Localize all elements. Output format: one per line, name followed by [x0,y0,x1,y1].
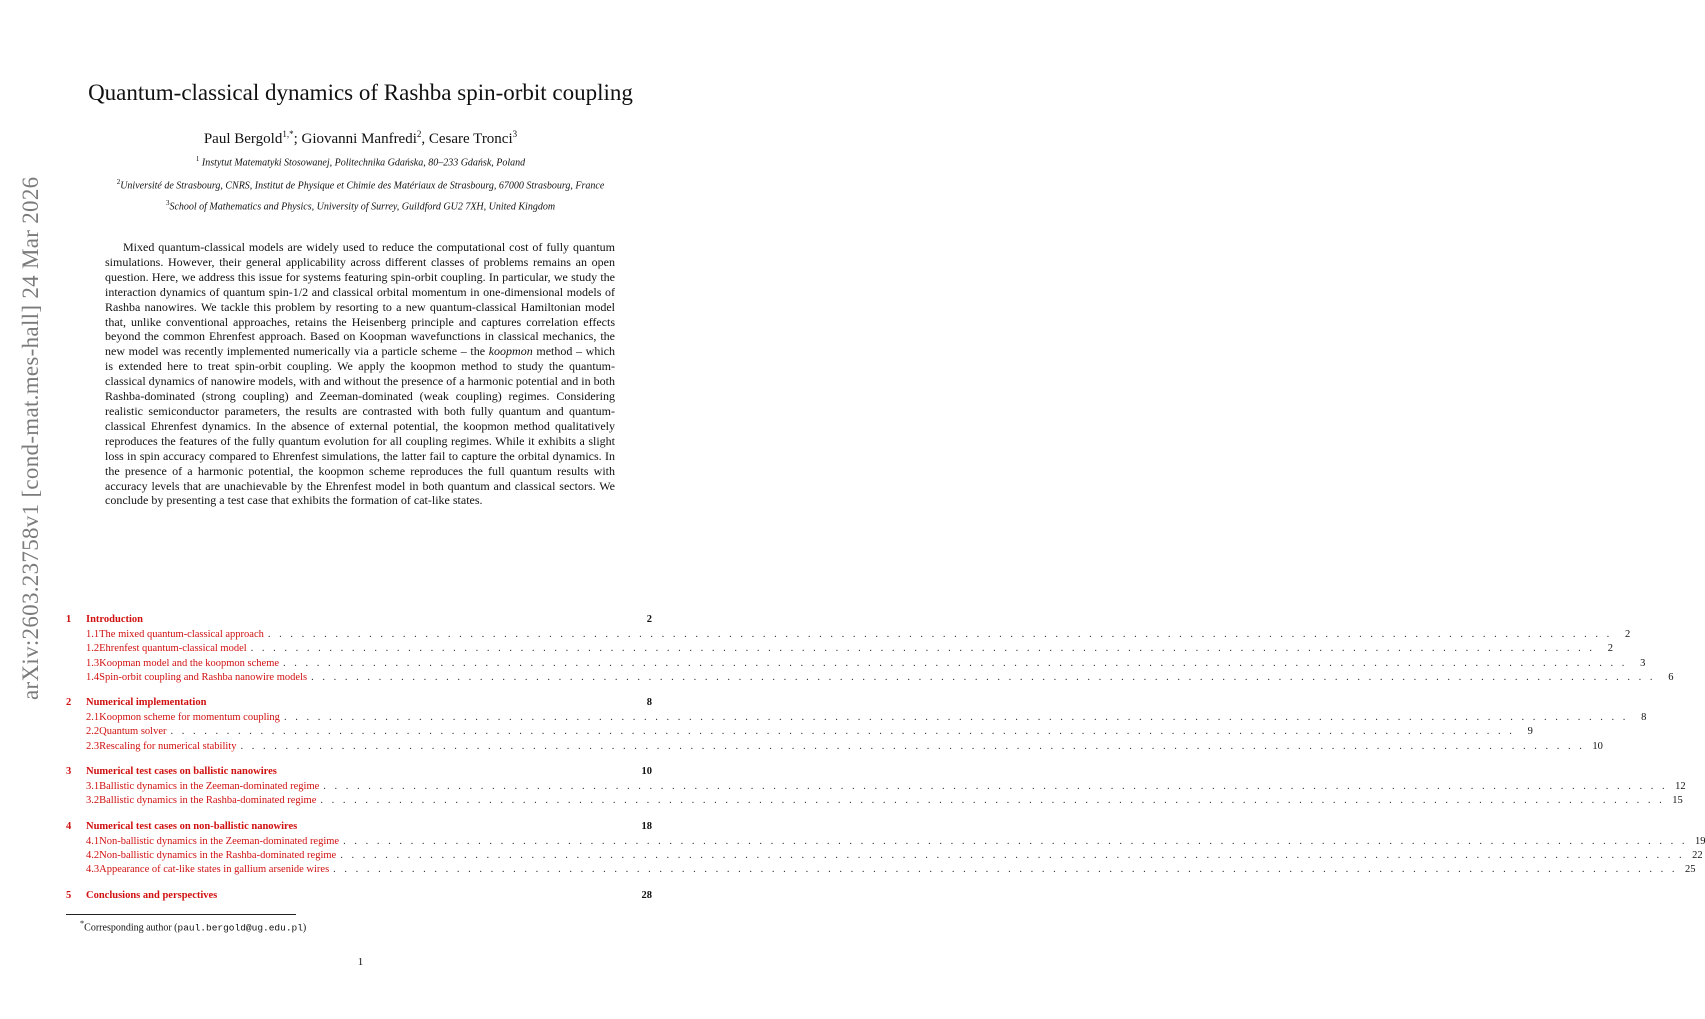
author-superscript: 1,* [282,129,294,139]
author-separator: ; [293,131,302,147]
toc-section-number: 1 [66,614,72,625]
abstract-text: method – which is extended here to treat spin-orbit coupling. We apply the koopmon method to study the quantum-classical dynamics of nanowire models, with and without the presence of a harmonic potential and in both Rashba-dominated (strong coupling) and Zeeman-dominated (weak coupling) regimes. Considering realistic semiconductor parameters, the results are contrasted with both fully quantum and quantum-classical Ehrenfest dynamics. In the absence of external potential, the koopmon method qualitatively reproduces the features of the fully quantum evolution for all coupling regimes. While it exhibits a slight loss in spin accuracy compared to Ehrenfest simulations, the latter fail to capture the orbital dynamics. In the presence of a harmonic potential, the koopmon scheme reproduces the full quantum results with accuracy levels that are unachievable by the Ehrenfest model in both quantum and classical sectors. We conclude by presenting a test case that exhibits the formation of cat-like states. [105,344,616,508]
toc-section-number: 2 [66,697,72,709]
footnote-rule [66,914,296,915]
toc-page-number: 15 [1672,795,1683,807]
affiliation-text: Instytut Matematyki Stosowanej, Politechnika Gdańska, 80–233 Gdańsk, Poland [201,157,526,169]
toc-page-number: 6 [1668,671,1674,683]
toc-leader-dots: . . . . . . . . . . . . . . . . . . . . . . . . . . . . . . . . . . . . . . . . . . . . . . . . . . . . . . . . . . . . . . . . . . . . . . . . . . . . . . . . . . . . . . . . . . . . . . . . . . . . . . . . . . . . . . . . . . . . . . . . [240,740,1585,752]
toc-subsection-title[interactable]: Non-ballistic dynamics in the Rashba-dominated regime [99,849,337,861]
toc-leader-dots: . . . . . . . . . . . . . . . . . . . . . . . . . . . . . . . . . . . . . . . . . . . . . . . . . . . . . . . . . . . . . . . . . . . . . . . . . . . . . . . . . . . . . . . . . . . . . . . . . . . . . . . . . . . . . . . . . . . . . . . . [311,671,1656,683]
toc-page-number: 2 [1607,643,1614,655]
toc-leader-dots: . . . . . . . . . . . . . . . . . . . . . . . . . . . . . . . . . . . . . . . . . . . . . . . . . . . . . . . . . . . . . . . . . . . . . . . . . . . . . . . . . . . . . . . . . . . . . . . . . . . . . . . . . . . . . . . . . . . . . . . . [340,849,1685,861]
toc-page-number: 19 [1694,835,1705,847]
toc-subsection-title[interactable]: Quantum solver [99,726,167,738]
toc-subsection-title[interactable]: Ballistic dynamics in the Zeeman-dominated regime [99,781,320,793]
author-superscript: 2 [416,129,422,139]
affiliation-text: School of Mathematics and Physics, University of Surrey, Guildford GU2 7XH, United Kingdom [169,201,556,213]
toc-section-title[interactable]: Conclusions and perspectives [86,889,218,901]
toc-page-number: 2 [1624,629,1631,640]
abstract-emphasis: koopmon [488,344,533,359]
toc-subsection-number: 1.4 [86,671,100,683]
toc-subsection-number: 1.3 [86,657,100,669]
toc-section-entry[interactable] [66,890,652,905]
toc-subsection-entry[interactable] [66,671,1674,686]
toc-leader-dots: . . . . . . . . . . . . . . . . . . . . . . . . . . . . . . . . . . . . . . . . . . . . . . . . . . . . . . . . . . . . . . . . . . . . . . . . . . . . . . . . . . . . . . . . . . . . . . . . . . . . . . . . . . . . . . . . . . . . . . . . [320,795,1665,807]
toc-page-number: 10 [1592,740,1603,752]
toc-subsection-number: 3.2 [86,795,100,807]
toc-subsection-number: 4.3 [86,864,100,876]
toc-leader-dots: . . . . . . . . . . . . . . . . . . . . . . . . . . . . . . . . . . . . . . . . . . . . . . . . . . . . . . . . . . . . . . . . . . . . . . . . . . . . . . . . . . . . . . . . . . . . . . . . . . . . . . . . . . . . . . . . . . . . . . . . [250,643,1596,655]
toc-section-title[interactable]: Numerical implementation [86,697,207,709]
toc-subsection-entry[interactable] [66,657,1646,672]
toc-subsection-number: 4.2 [86,849,100,861]
author-name: Cesare Tronci [428,131,513,147]
affiliation [0,178,721,191]
toc-subsection-number: 2.1 [86,712,100,724]
affiliation-number: 1 [195,155,200,163]
toc-page-number: 25 [1685,864,1696,876]
page-number: 1 [357,956,364,968]
toc-section-title[interactable]: Numerical test cases on ballistic nanowires [86,766,277,778]
toc-leader-dots: . . . . . . . . . . . . . . . . . . . . . . . . . . . . . . . . . . . . . . . . . . . . . . . . . . . . . . . . . . . . . . . . . . . . . . . . . . . . . . . . . . . . . . . . . . . . . . . . . . . . . . . . . . . . . . . . . . . . . . . . [323,781,1668,793]
arxiv-identifier-stamp: arXiv:2603.23758v1 [cond-mat.mes-hall] 24 Mar 2026 [18,176,43,700]
toc-page-number: 8 [646,697,652,709]
toc-page-number: 28 [641,889,652,901]
affiliation-number: 2 [116,178,121,186]
toc-page-number: 3 [1640,657,1646,669]
toc-subsection-title[interactable]: Ballistic dynamics in the Rashba-dominated regime [99,795,317,807]
toc-leader-dots: . . . . . . . . . . . . . . . . . . . . . . . . . . . . . . . . . . . . . . . . . . . . . . . . . . . . . . . . . . . . . . . . . . . . . . . . . . . . . . . . . . . . . . . . . . . . . . . . . . . . . . . . . . . . . . . . . . . . . . . . [333,864,1678,876]
toc-section [66,614,1674,686]
author-name: Paul Bergold [203,131,283,147]
toc-section-entry[interactable] [66,614,652,629]
paper-title: Quantum-classical dynamics of Rashba spin-orbit coupling [88,80,633,105]
toc-page-number: 18 [641,820,652,832]
footnote-text: Corresponding author ( [84,922,178,934]
toc-subsection-entry[interactable] [66,795,1683,809]
toc-leader-dots: . . . . . . . . . . . . . . . . . . . . . . . . . . . . . . . . . . . . . . . . . . . . . . . . . . . . . . . . . . . . . . . . . . . . . . . . . . . . . . . . . . . . . . . . . . . . . . . . . . . . . . . . . . . . . . . . . . . . . . . . [267,629,1613,640]
toc-page-number: 8 [1641,712,1647,724]
toc-section-number: 5 [66,889,72,901]
toc-subsection-number: 3.1 [86,781,100,793]
toc-page-number: 12 [1675,781,1686,793]
author-name: Giovanni Manfredi [301,131,417,147]
affiliation [0,155,721,168]
toc-subsection-entry[interactable] [66,629,1631,643]
toc-subsection-entry[interactable] [66,726,1533,740]
toc-section-entry[interactable] [66,821,652,836]
toc-leader-dots: . . . . . . . . . . . . . . . . . . . . . . . . . . . . . . . . . . . . . . . . . . . . . . . . . . . . . . . . . . . . . . . . . . . . . . . . . . . . . . . . . . . . . . . . . . . . . . . . . . . . . . . . . . . . . . . . . . . . . . . . [283,657,1628,669]
toc-subsection-number: 4.1 [86,835,100,847]
toc-subsection-title[interactable]: Non-ballistic dynamics in the Zeeman-dominated regime [99,835,340,847]
toc-subsection-title[interactable]: The mixed quantum-classical approach [99,629,264,640]
toc-section-entry[interactable] [66,697,652,712]
toc-subsection-title[interactable]: Ehrenfest quantum-classical model [99,643,247,655]
toc-leader-dots: . . . . . . . . . . . . . . . . . . . . . . . . . . . . . . . . . . . . . . . . . . . . . . . . . . . . . . . . . . . . . . . . . . . . . . . . . . . . . . . . . . . . . . . . . . . . . . . . . . . . . . . . . . . . . . . . . . . . . . . . [170,726,1515,738]
affiliation-number: 3 [165,199,170,207]
affiliation-text: Université de Strasbourg, CNRS, Institut de Physique et Chimie des Matériaux de Strasbourg, 67000 Strasbourg, France [120,180,605,192]
author-list [0,129,721,148]
footnote-mark: * [80,919,85,928]
author-superscript: 3 [512,129,518,139]
toc-subsection-number: 2.3 [86,740,100,752]
abstract [105,240,615,508]
toc-page-number: 10 [641,766,652,778]
toc-subsection-title[interactable]: Rescaling for numerical stability [99,740,237,752]
author-separator: , [421,131,429,147]
toc-subsection-title[interactable]: Spin-orbit coupling and Rashba nanowire models [99,671,308,683]
toc-section [66,890,652,905]
toc-section [66,820,1705,879]
toc-section-number: 3 [66,766,72,778]
abstract-text: Mixed quantum-classical models are widely used to reduce the computational cost of fully quantum simulations. However, their general applicability across different classes of problems remains an open question. Here, we address this issue for systems featuring spin-orbit coupling. In particular, we study the interaction dynamics of quantum spin-1/2 and classical orbital momentum in one-dimensional models of Rashba nanowires. We tackle this problem by resorting to a new quantum-classical Hamiltonian model that, unlike conventional approaches, retains the Heisenberg principle and captures correlation effects beyond the common Ehrenfest approach. Based on Koopman wavefunctions in classical mechanics, the new model was recently implemented numerically via a particle scheme – the [105,240,615,359]
toc-subsection-entry[interactable] [66,849,1703,864]
toc-page-number: 2 [646,614,652,625]
toc-section [66,766,1686,810]
toc-subsection-entry[interactable] [66,781,1686,795]
toc-subsection-number: 2.2 [86,726,100,738]
toc-leader-dots: . . . . . . . . . . . . . . . . . . . . . . . . . . . . . . . . . . . . . . . . . . . . . . . . . . . . . . . . . . . . . . . . . . . . . . . . . . . . . . . . . . . . . . . . . . . . . . . . . . . . . . . . . . . . . . . . . . . . . . . . [283,712,1629,724]
toc-subsection-title[interactable]: Appearance of cat-like states in gallium arsenide wires [99,864,330,876]
toc-section-entry[interactable] [66,766,652,781]
toc-subsection-entry[interactable] [66,643,1614,657]
footnote [80,919,306,933]
footnote-close: ) [302,922,307,934]
toc-section-title[interactable]: Numerical test cases on non-ballistic nanowires [86,820,298,832]
toc-leader-dots: . . . . . . . . . . . . . . . . . . . . . . . . . . . . . . . . . . . . . . . . . . . . . . . . . . . . . . . . . . . . . . . . . . . . . . . . . . . . . . . . . . . . . . . . . . . . . . . . . . . . . . . . . . . . . . . . . . . . . . . . [343,835,1688,847]
toc-subsection-title[interactable]: Koopmon scheme for momentum coupling [99,712,280,724]
table-of-contents [66,614,1705,916]
toc-subsection-number: 1.2 [86,643,100,655]
toc-subsection-title[interactable]: Koopman model and the koopmon scheme [99,657,280,669]
toc-subsection-number: 1.1 [86,629,100,640]
toc-subsection-entry[interactable] [66,835,1705,850]
affiliation [0,199,721,212]
toc-subsection-entry[interactable] [66,712,1647,726]
toc-page-number: 22 [1692,849,1703,861]
toc-section-title[interactable]: Introduction [86,614,143,625]
footnote-email[interactable]: paul.bergold@ug.edu.pl [177,922,303,934]
toc-subsection-entry[interactable] [66,740,1603,755]
toc-page-number: 9 [1527,726,1533,738]
toc-subsection-entry[interactable] [66,864,1696,878]
toc-section [66,697,1647,755]
toc-section-number: 4 [66,820,72,832]
